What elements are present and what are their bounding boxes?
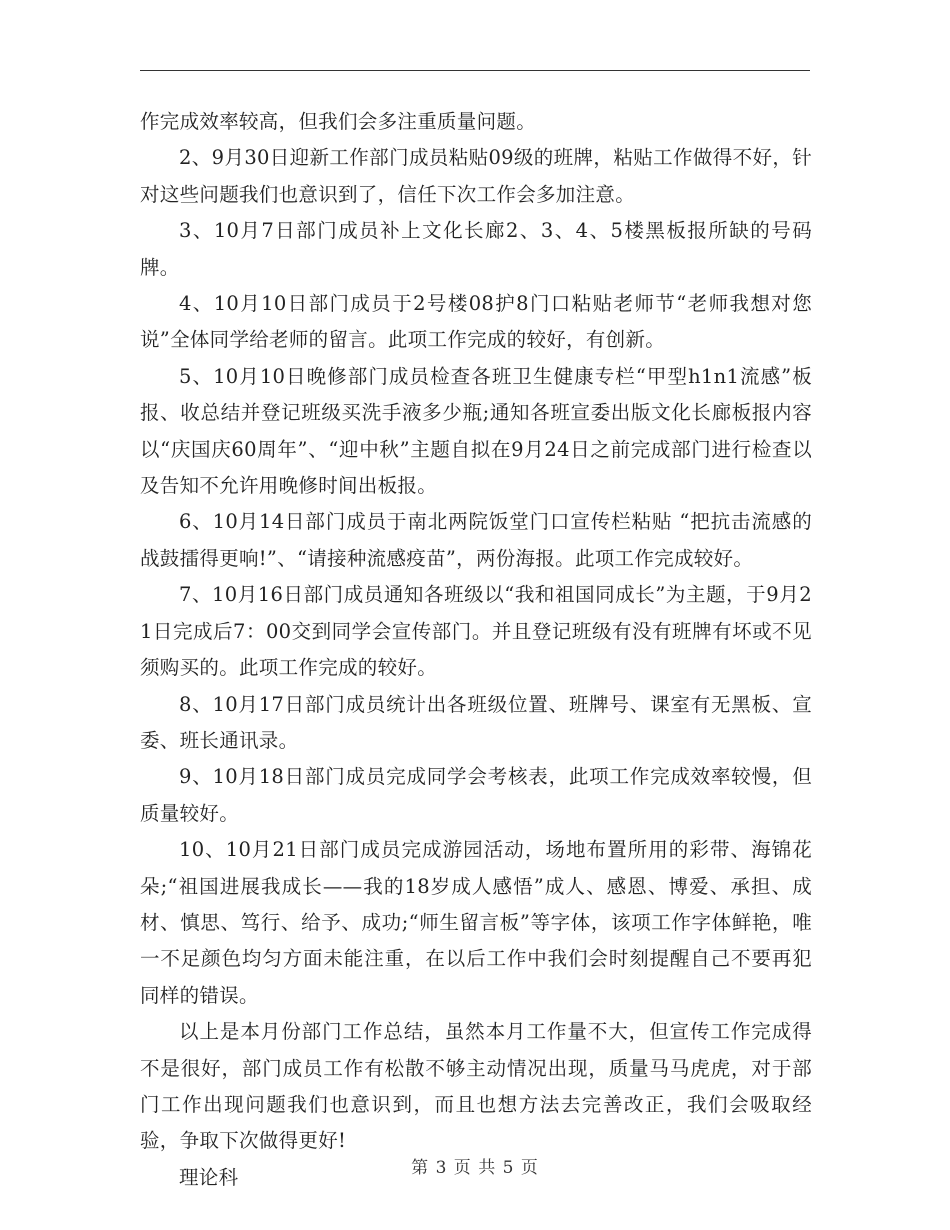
- paragraph-item-2: 2、9月30日迎新工作部门成员粘贴09级的班牌，粘贴工作做得不好，针对这些问题我们也意识到了，信任下次工作会多加注意。: [140, 146, 812, 206]
- paragraph-signature: 理论科: [179, 1165, 239, 1189]
- paragraph-item-6: 6、10月14日部门成员于南北两院饭堂门口宣传栏粘贴 “把抗击流感的战鼓擂得更响!”、“请接种流感疫苗”，两份海报。此项工作完成较好。: [140, 510, 812, 570]
- page-footer: 第 3 页 共 5 页: [411, 1158, 539, 1178]
- paragraph-item-3: 3、10月7日部门成员补上文化长廊2、3、4、5楼黑板报所缺的号码牌。: [140, 219, 812, 279]
- paragraph-item-5: 5、10月10日晚修部门成员检查各班卫生健康专栏“甲型h1n1流感”板报、收总结并登记班级买洗手液多少瓶;通知各班宣委出版文化长廊板报内容以“庆国庆60周年”、“迎中秋”主题自拟在9月24日之前完成部门进行检查以及告知不允许用晚修时间出板报。: [140, 364, 812, 498]
- paragraph-item-4: 4、10月10日部门成员于2号楼08护8门口粘贴老师节“老师我想对您说”全体同学给老师的留言。此项工作完成的较好，有创新。: [140, 292, 812, 352]
- paragraph-item-8: 8、10月17日部门成员统计出各班级位置、班牌号、课室有无黑板、宣委、班长通讯录。: [140, 692, 812, 752]
- paragraph-summary: 以上是本月份部门工作总结，虽然本月工作量不大，但宣传工作完成得不是很好，部门成员工作有松散不够主动情况出现，质量马马虎虎，对于部门工作出现问题我们也意识到，而且也想方法去完善改正，我们会吸取经验，争取下次做得更好!: [140, 1020, 812, 1153]
- paragraph-item-7: 7、10月16日部门成员通知各班级以“我和祖国同成长”为主题，于9月21日完成后7：00交到同学会宣传部门。并且登记班级有没有班牌有坏或不见须购买的。此项工作完成的较好。: [140, 583, 812, 680]
- paragraph-item-10: 10、10月21日部门成员完成游园活动，场地布置所用的彩带、海锦花朵;“祖国进展我成长——我的18岁成人感悟”成人、感恩、博爱、承担、成材、慎思、笃行、给予、成功;“师生留言板”等字体，该项工作字体鲜艳，唯一不足颜色均匀方面未能注重，在以后工作中我们会时刻提醒自己不要再犯同样的错误。: [140, 838, 812, 1007]
- paragraph-item-9: 9、10月18日部门成员完成同学会考核表，此项工作完成效率较慢，但质量较好。: [140, 765, 812, 825]
- document-body: [140, 104, 812, 1196]
- header-rule: [140, 70, 810, 71]
- paragraph-continuation: 作完成效率较高，但我们会多注重质量问题。: [140, 110, 537, 133]
